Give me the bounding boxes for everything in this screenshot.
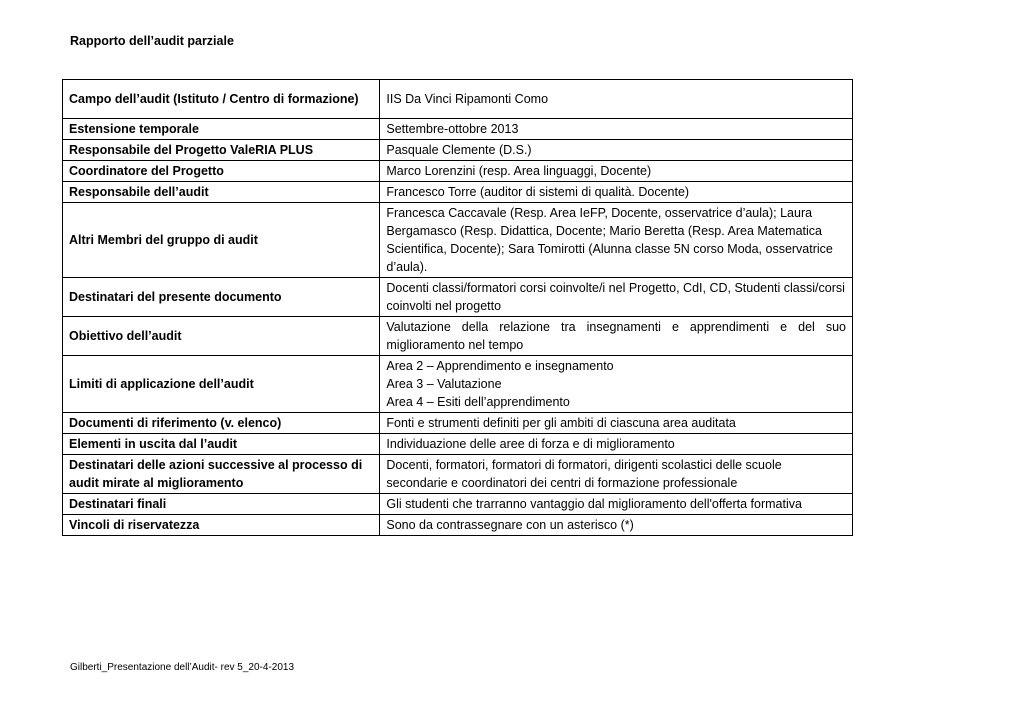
table-row	[63, 80, 853, 119]
row-value: Docenti classi/formatori corsi coinvolte/i nel Progetto, CdI, CD, Studenti classi/corsi coinvolti nel progetto	[380, 278, 853, 317]
table-row	[63, 182, 853, 203]
row-value: Settembre-ottobre 2013	[380, 119, 853, 140]
table-row	[63, 140, 853, 161]
table-row	[63, 434, 853, 455]
table-row	[63, 413, 853, 434]
table-row	[63, 494, 853, 515]
row-value: Marco Lorenzini (resp. Area linguaggi, Docente)	[380, 161, 853, 182]
row-label: Obiettivo dell’audit	[63, 317, 380, 356]
table-row	[63, 161, 853, 182]
row-value: Francesca Caccavale (Resp. Area IeFP, Docente, osservatrice d’aula); Laura Bergamasco (Resp. Didattica, Docente; Mario Beretta (Resp. Area Matematica Scientifica, Docente); Sara Tomirotti (Alunna classe 5N corso Moda, osservatrice d’aula).	[380, 203, 853, 278]
table-row	[63, 515, 853, 536]
row-label: Documenti di riferimento (v. elenco)	[63, 413, 380, 434]
table-row	[63, 455, 853, 494]
row-value: Fonti e strumenti definiti per gli ambiti di ciascuna area auditata	[380, 413, 853, 434]
row-value	[380, 356, 853, 413]
row-value: Valutazione della relazione tra insegnamenti e apprendimenti e del suo miglioramento nel tempo	[380, 317, 853, 356]
audit-table	[62, 79, 853, 536]
area-line: Area 2 – Apprendimento e insegnamento	[386, 359, 614, 373]
page-title: Rapporto dell’audit parziale	[70, 34, 234, 48]
row-label: Altri Membri del gruppo di audit	[63, 203, 380, 278]
area-line: Area 3 – Valutazione	[386, 377, 502, 391]
row-label: Elementi in uscita dal l’audit	[63, 434, 380, 455]
row-label: Estensione temporale	[63, 119, 380, 140]
row-label: Destinatari del presente documento	[63, 278, 380, 317]
row-value: Docenti, formatori, formatori di formatori, dirigenti scolastici delle scuole secondarie e coordinatori dei centri di formazione professionale	[380, 455, 853, 494]
row-label: Destinatari finali	[63, 494, 380, 515]
row-value: Pasquale Clemente (D.S.)	[380, 140, 853, 161]
row-value: Sono da contrassegnare con un asterisco (*)	[380, 515, 853, 536]
row-label: Coordinatore del Progetto	[63, 161, 380, 182]
row-label: Destinatari delle azioni successive al processo di audit mirate al miglioramento	[63, 455, 380, 494]
table-row	[63, 278, 853, 317]
row-label: Responsabile del Progetto ValeRIA PLUS	[63, 140, 380, 161]
table-row	[63, 203, 853, 278]
row-label: Limiti di applicazione dell’audit	[63, 356, 380, 413]
table-row	[63, 356, 853, 413]
row-value: Gli studenti che trarranno vantaggio dal miglioramento dell'offerta formativa	[380, 494, 853, 515]
area-line: Area 4 – Esiti dell’apprendimento	[386, 395, 570, 409]
row-value: Francesco Torre (auditor di sistemi di qualità. Docente)	[380, 182, 853, 203]
row-label: Responsabile dell’audit	[63, 182, 380, 203]
page-footer: Gilberti_Presentazione dell’Audit- rev 5_20-4-2013	[70, 662, 295, 673]
row-value: Individuazione delle aree di forza e di miglioramento	[380, 434, 853, 455]
row-label: Campo dell’audit (Istituto / Centro di formazione)	[63, 80, 380, 119]
table-row	[63, 119, 853, 140]
row-value: IIS Da Vinci Ripamonti Como	[380, 80, 853, 119]
table-row	[63, 317, 853, 356]
row-label: Vincoli di riservatezza	[63, 515, 380, 536]
